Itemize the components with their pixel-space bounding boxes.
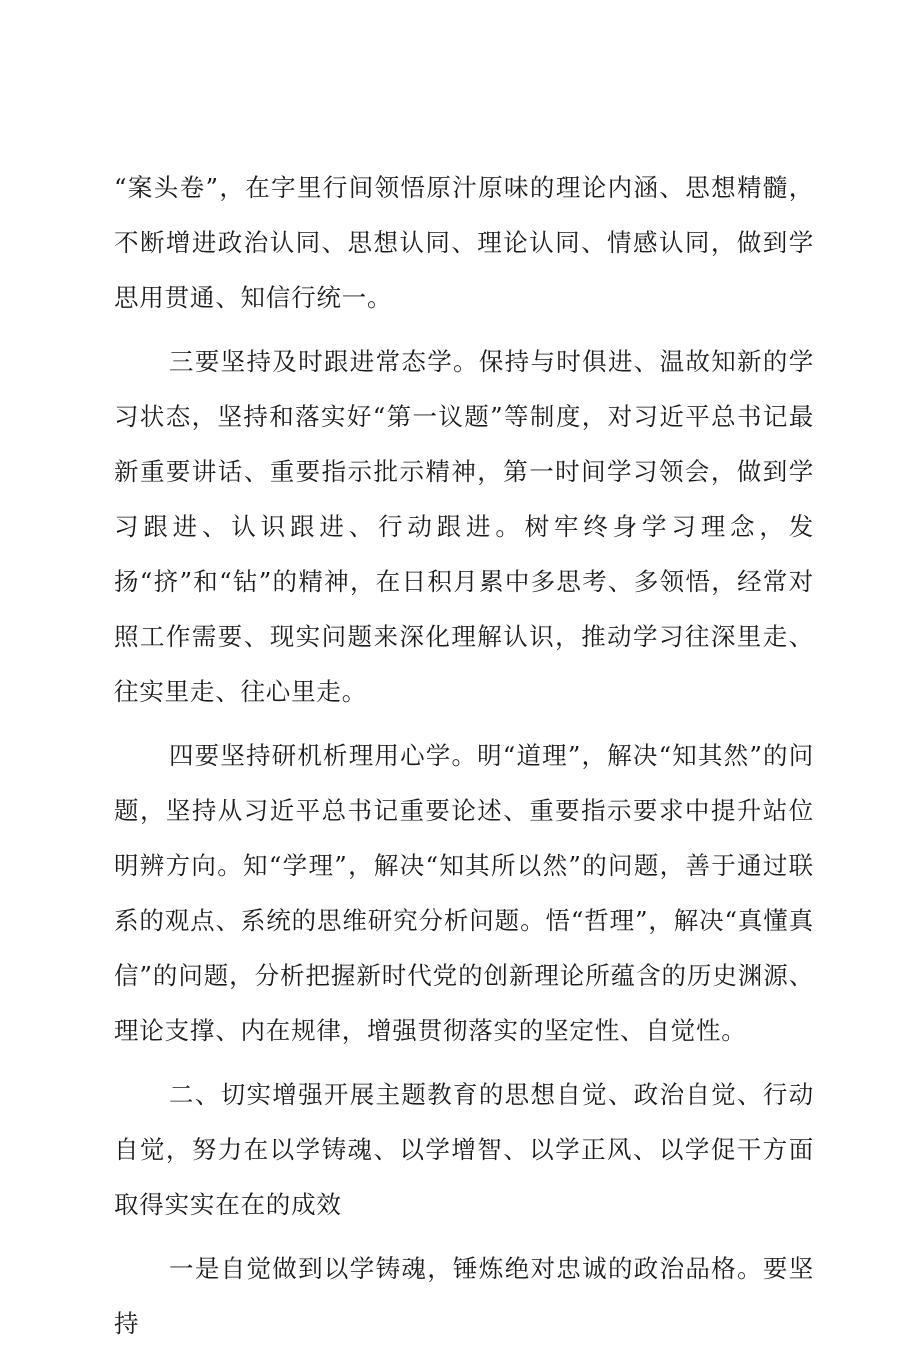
paragraph-item-one: 一是自觉做到以学铸魂，锤炼绝对忠诚的政治品格。要坚持 bbox=[114, 1254, 814, 1338]
paragraph-item-three: 三要坚持及时跟进常态学。保持与时俱进、温故知新的学习状态，坚持和落实好“第一议题”等制度，对习近平总书记最新重要讲话、重要指示批示精神，第一时间学习领会，做到学习跟进、认识跟进、行动跟进。树牢终身学习理念，发扬“挤”和“钻”的精神，在日积月累中多思考、多领悟，经常对照工作需要、现实问题来深化理解认识，推动学习往深里走、往实里走、往心里走。 bbox=[114, 347, 814, 706]
section-heading-two: 二、切实增强开展主题教育的思想自觉、政治自觉、行动自觉，努力在以学铸魂、以学增智、以学正风、以学促干方面取得实实在在的成效 bbox=[114, 1080, 814, 1219]
document-body bbox=[114, 160, 814, 1360]
paragraph-item-four: 四要坚持研机析理用心学。明“道理”，解决“知其然”的问题，坚持从习近平总书记重要论述、重要指示要求中提升站位明辨方向。知“学理”，解决“知其所以然”的问题，善于通过联系的观点、系统的思维研究分析问题。悟“哲理”，解决“真懂真信”的问题，分析把握新时代党的创新理论所蕴含的历史渊源、理论支撑、内在规律，增强贯彻落实的坚定性、自觉性。 bbox=[114, 741, 814, 1045]
paragraph-continuation: “案头卷”，在字里行间领悟原汁原味的理论内涵、思想精髓，不断增进政治认同、思想认同、理论认同、情感认同，做到学思用贯通、知信行统一。 bbox=[114, 173, 814, 312]
